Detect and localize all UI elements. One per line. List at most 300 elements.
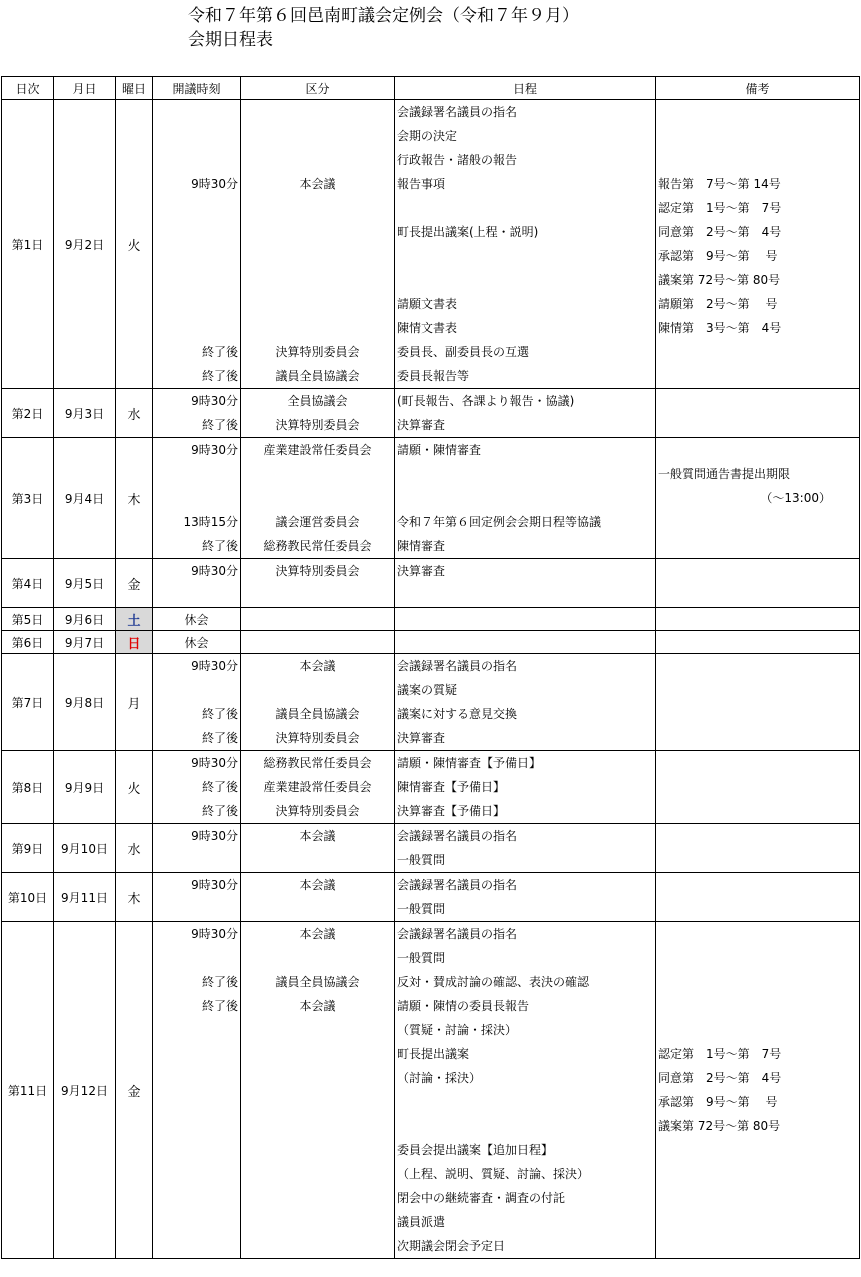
agenda-cell-lines [395, 824, 655, 872]
agenda-cell [395, 654, 656, 751]
category-line: 本会議 [299, 999, 336, 1013]
agenda-line: 決算審査 [397, 418, 446, 432]
remarks-line [656, 848, 859, 872]
agenda-line: 請願・陳情審査 [397, 443, 482, 457]
category-line [241, 148, 394, 172]
agenda-cell-lines [395, 389, 655, 437]
start-time-cell-lines [153, 559, 240, 607]
category-line: 本会議 [299, 829, 336, 843]
agenda-line: 議員派遣 [397, 1215, 446, 1229]
category-line: 決算特別委員会 [275, 418, 360, 432]
agenda-line: 陳情審査 [397, 539, 446, 553]
remarks-line [656, 654, 859, 678]
category-line [241, 486, 394, 510]
agenda-line: 閉会中の継続審査・調査の付託 [397, 1191, 566, 1205]
date-cell: 9月12日 [54, 922, 116, 1259]
remarks-line [656, 897, 859, 921]
remarks-line [656, 702, 859, 726]
category-line [241, 462, 394, 486]
category-line [241, 1210, 394, 1234]
agenda-cell [395, 438, 656, 559]
agenda-line [395, 1090, 655, 1114]
category-line [241, 124, 394, 148]
remarks-line: 議案第 72号～第 80号 [658, 1119, 781, 1133]
agenda-line: 会議録署名議員の指名 [397, 878, 518, 892]
category-cell [241, 751, 395, 824]
category-line: 決算特別委員会 [275, 345, 360, 359]
weekday-cell: 木 [116, 438, 153, 559]
date-cell: 9月5日 [54, 559, 116, 608]
category-line [241, 268, 394, 292]
start-time-line [153, 196, 240, 220]
agenda-line: 一般質問 [397, 902, 446, 916]
remarks-cell-lines [656, 100, 859, 388]
remarks-line [656, 678, 859, 702]
agenda-line [395, 196, 655, 220]
date-cell: 9月8日 [54, 654, 116, 751]
category-cell [241, 873, 395, 922]
category-line [241, 848, 394, 872]
start-time-line [153, 946, 240, 970]
agenda-cell [395, 922, 656, 1259]
remarks-line [656, 413, 859, 437]
schedule-row [2, 559, 860, 608]
schedule-row [2, 100, 860, 389]
remarks-line [656, 799, 859, 823]
agenda-cell-lines [395, 922, 655, 1258]
agenda-line: 議案の質疑 [397, 683, 458, 697]
remarks-line: 請願第 2号～第 号 [658, 297, 778, 311]
category-line [241, 1018, 394, 1042]
agenda-line: 会期の決定 [397, 129, 458, 143]
agenda-line: （上程、説明、質疑、討論、採決） [397, 1167, 590, 1181]
remarks-cell-lines [656, 654, 859, 750]
agenda-cell [395, 873, 656, 922]
agenda-line: 委員長報告等 [397, 369, 470, 383]
agenda-cell-lines [395, 100, 655, 388]
category-cell-lines [241, 751, 394, 823]
remarks-line [656, 1234, 859, 1258]
category-line: 議員全員協議会 [275, 975, 360, 989]
start-time-line [153, 316, 240, 340]
category-line [241, 946, 394, 970]
agenda-cell [395, 631, 656, 654]
remarks-line: 認定第 1号～第 7号 [658, 201, 782, 215]
start-time-cell-lines [153, 100, 240, 388]
remarks-line [656, 1186, 859, 1210]
agenda-line: 会議録署名議員の指名 [397, 829, 518, 843]
agenda-line: （質疑・討論・採決） [397, 1023, 518, 1037]
start-time-line [153, 1090, 240, 1114]
start-time-line: 終了後 [201, 804, 238, 818]
start-time-line: 終了後 [201, 731, 238, 745]
agenda-line [395, 583, 655, 607]
schedule-body [2, 100, 860, 1259]
start-time-line: 終了後 [201, 345, 238, 359]
category-line: 決算特別委員会 [275, 804, 360, 818]
start-time-line [153, 1210, 240, 1234]
start-time-line [153, 220, 240, 244]
day-cell: 第5日 [2, 608, 54, 631]
start-time-line [153, 1066, 240, 1090]
weekday-cell: 金 [116, 559, 153, 608]
remarks-line: 承認第 9号～第 号 [658, 249, 778, 263]
agenda-line: 会議録署名議員の指名 [397, 659, 518, 673]
remarks-cell-lines [656, 873, 859, 921]
remarks-line [656, 751, 859, 775]
start-time-line: 9時30分 [191, 394, 238, 408]
agenda-cell [395, 608, 656, 631]
category-line: 本会議 [299, 659, 336, 673]
agenda-cell [395, 751, 656, 824]
remarks-line: 同意第 2号～第 4号 [658, 1071, 782, 1085]
category-line: 全員協議会 [287, 394, 348, 408]
start-time-cell [153, 559, 241, 608]
start-time-line: 終了後 [201, 975, 238, 989]
agenda-line: 反対・賛成討論の確認、表決の確認 [397, 975, 590, 989]
agenda-line: 会議録署名議員の指名 [397, 105, 518, 119]
schedule-row [2, 389, 860, 438]
remarks-line [656, 1018, 859, 1042]
agenda-line [395, 486, 655, 510]
agenda-line: 決算審査 [397, 564, 446, 578]
start-time-line [153, 462, 240, 486]
agenda-line: 陳情審査【予備日】 [397, 780, 506, 794]
category-cell [241, 438, 395, 559]
remarks-line: 承認第 9号～第 号 [658, 1095, 778, 1109]
day-cell: 第10日 [2, 873, 54, 922]
recess-cell: 休会 [153, 631, 241, 654]
category-line [241, 244, 394, 268]
remarks-cell-lines [656, 824, 859, 872]
agenda-line: 一般質問 [397, 951, 446, 965]
start-time-line [153, 1234, 240, 1258]
remarks-line [656, 1162, 859, 1186]
start-time-line [153, 148, 240, 172]
remarks-cell [656, 751, 860, 824]
weekday-cell: 火 [116, 751, 153, 824]
agenda-cell [395, 824, 656, 873]
category-cell [241, 654, 395, 751]
category-line: 議員全員協議会 [275, 369, 360, 383]
recess-cell: 休会 [153, 608, 241, 631]
schedule-row [2, 631, 860, 654]
remarks-cell [656, 654, 860, 751]
day-cell: 第2日 [2, 389, 54, 438]
category-line [241, 316, 394, 340]
date-cell: 9月9日 [54, 751, 116, 824]
remarks-line [656, 364, 859, 388]
date-cell: 9月3日 [54, 389, 116, 438]
date-cell: 9月2日 [54, 100, 116, 389]
start-time-line [153, 124, 240, 148]
category-line [241, 1162, 394, 1186]
agenda-cell-lines [395, 559, 655, 607]
schedule-row [2, 751, 860, 824]
category-line [241, 292, 394, 316]
remarks-cell-lines [656, 559, 859, 607]
agenda-line: 請願文書表 [397, 297, 458, 311]
weekday-cell: 土 [116, 608, 153, 631]
category-line: 産業建設常任委員会 [263, 443, 372, 457]
agenda-cell-lines [395, 654, 655, 750]
category-line [241, 100, 394, 124]
remarks-cell-lines [656, 389, 859, 437]
remarks-cell [656, 873, 860, 922]
remarks-line [656, 824, 859, 848]
remarks-line [656, 1138, 859, 1162]
remarks-line [656, 583, 859, 607]
start-time-line: 終了後 [201, 418, 238, 432]
agenda-cell [395, 100, 656, 389]
category-cell-lines [241, 438, 394, 558]
start-time-line: 終了後 [201, 780, 238, 794]
remarks-cell-lines [656, 751, 859, 823]
remarks-line: 同意第 2号～第 4号 [658, 225, 782, 239]
start-time-line: 9時30分 [191, 756, 238, 770]
remarks-line [656, 922, 859, 946]
weekday-cell: 木 [116, 873, 153, 922]
start-time-line [153, 100, 240, 124]
remarks-line [656, 510, 859, 534]
start-time-line: 終了後 [201, 999, 238, 1013]
remarks-line [656, 726, 859, 750]
category-cell [241, 608, 395, 631]
start-time-line [153, 486, 240, 510]
date-cell: 9月7日 [54, 631, 116, 654]
date-cell: 9月6日 [54, 608, 116, 631]
remarks-line [656, 873, 859, 897]
header-date: 月日 [54, 77, 116, 100]
start-time-line [153, 1018, 240, 1042]
remarks-line [656, 340, 859, 364]
start-time-line: 終了後 [201, 707, 238, 721]
remarks-line [656, 438, 859, 462]
agenda-line: 陳情文書表 [397, 321, 458, 335]
agenda-line: 令和７年第６回定例会会期日程等協議 [397, 515, 602, 529]
weekday-cell: 月 [116, 654, 153, 751]
category-line: 決算特別委員会 [275, 564, 360, 578]
category-line [241, 897, 394, 921]
category-cell-lines [241, 654, 394, 750]
remarks-line: 陳情第 3号～第 4号 [658, 321, 782, 335]
category-cell-lines [241, 922, 394, 1258]
agenda-cell [395, 389, 656, 438]
start-time-line: 終了後 [201, 369, 238, 383]
remarks-line: （～13:00） [760, 491, 831, 505]
agenda-line: 次期議会閉会予定日 [397, 1239, 506, 1253]
remarks-cell-lines [656, 438, 859, 558]
start-time-line [153, 1186, 240, 1210]
remarks-cell [656, 631, 860, 654]
start-time-cell-lines [153, 824, 240, 872]
title-line-2: 会期日程表 [188, 30, 273, 50]
agenda-line: 会議録署名議員の指名 [397, 927, 518, 941]
category-cell-lines [241, 100, 394, 388]
agenda-line [395, 244, 655, 268]
start-time-line: 9時30分 [191, 443, 238, 457]
remarks-cell [656, 559, 860, 608]
agenda-line: 請願・陳情審査【予備日】 [397, 756, 542, 770]
agenda-cell-lines [395, 438, 655, 558]
schedule-table [1, 76, 860, 1259]
title-line-1: 令和７年第６回邑南町議会定例会（令和７年９月） [188, 6, 579, 26]
date-cell: 9月10日 [54, 824, 116, 873]
category-line: 決算特別委員会 [275, 731, 360, 745]
start-time-line [153, 244, 240, 268]
category-cell-lines [241, 389, 394, 437]
remarks-line [656, 559, 859, 583]
remarks-line [656, 148, 859, 172]
day-cell: 第11日 [2, 922, 54, 1259]
category-line: 総務教民常任委員会 [263, 756, 372, 770]
remarks-line [656, 970, 859, 994]
start-time-line: 9時30分 [191, 659, 238, 673]
header-row [2, 77, 860, 100]
weekday-cell: 火 [116, 100, 153, 389]
schedule-row [2, 824, 860, 873]
start-time-line [153, 1042, 240, 1066]
weekday-cell: 水 [116, 389, 153, 438]
start-time-line [153, 848, 240, 872]
agenda-cell-lines [395, 873, 655, 921]
start-time-line [153, 292, 240, 316]
start-time-cell-lines [153, 389, 240, 437]
start-time-line [153, 1114, 240, 1138]
remarks-line [656, 124, 859, 148]
start-time-cell [153, 654, 241, 751]
start-time-line [153, 268, 240, 292]
start-time-cell [153, 438, 241, 559]
category-cell [241, 631, 395, 654]
start-time-line: 終了後 [201, 539, 238, 553]
category-cell [241, 389, 395, 438]
category-line: 総務教民常任委員会 [263, 539, 372, 553]
agenda-line: 町長提出議案(上程・説明) [397, 225, 539, 239]
day-cell: 第4日 [2, 559, 54, 608]
category-line [241, 1114, 394, 1138]
category-line [241, 1090, 394, 1114]
remarks-cell [656, 608, 860, 631]
start-time-line [153, 678, 240, 702]
start-time-line: 13時15分 [183, 515, 238, 529]
agenda-line: 請願・陳情の委員長報告 [397, 999, 530, 1013]
start-time-cell [153, 824, 241, 873]
start-time-line [153, 583, 240, 607]
agenda-line: 報告事項 [397, 177, 446, 191]
category-line [241, 1066, 394, 1090]
start-time-cell-lines [153, 873, 240, 921]
start-time-line [153, 1162, 240, 1186]
remarks-line [656, 994, 859, 1018]
agenda-line: 議案に対する意見交換 [397, 707, 518, 721]
start-time-line [153, 1138, 240, 1162]
schedule-row [2, 654, 860, 751]
date-cell: 9月11日 [54, 873, 116, 922]
category-line [241, 1186, 394, 1210]
header-start-time: 開議時刻 [153, 77, 241, 100]
document-title [188, 4, 579, 52]
start-time-cell [153, 100, 241, 389]
start-time-cell [153, 922, 241, 1259]
start-time-cell [153, 751, 241, 824]
category-cell-lines [241, 873, 394, 921]
category-line [241, 220, 394, 244]
start-time-cell-lines [153, 438, 240, 558]
remarks-line: 認定第 1号～第 7号 [658, 1047, 782, 1061]
agenda-line [395, 268, 655, 292]
agenda-cell-lines [395, 751, 655, 823]
agenda-line [395, 1114, 655, 1138]
agenda-line: 一般質問 [397, 853, 446, 867]
remarks-line [656, 389, 859, 413]
weekday-cell: 水 [116, 824, 153, 873]
remarks-line [656, 100, 859, 124]
start-time-cell-lines [153, 751, 240, 823]
agenda-line: 町長提出議案 [397, 1047, 470, 1061]
category-cell [241, 922, 395, 1259]
start-time-line [153, 897, 240, 921]
agenda-line: 行政報告・諸般の報告 [397, 153, 518, 167]
header-category: 区分 [241, 77, 395, 100]
agenda-line: （討論・採決） [397, 1071, 482, 1085]
category-cell [241, 559, 395, 608]
header-agenda: 日程 [395, 77, 656, 100]
day-cell: 第7日 [2, 654, 54, 751]
category-line [241, 196, 394, 220]
remarks-cell [656, 824, 860, 873]
start-time-line: 9時30分 [191, 177, 238, 191]
remarks-cell [656, 438, 860, 559]
category-line [241, 1138, 394, 1162]
day-cell: 第6日 [2, 631, 54, 654]
category-line: 本会議 [299, 927, 336, 941]
category-line: 議員全員協議会 [275, 707, 360, 721]
day-cell: 第3日 [2, 438, 54, 559]
category-line [241, 678, 394, 702]
remarks-line: 一般質問通告書提出期限 [658, 467, 791, 481]
category-line: 本会議 [299, 878, 336, 892]
schedule-row [2, 922, 860, 1259]
remarks-cell [656, 100, 860, 389]
remarks-line [656, 534, 859, 558]
start-time-line: 9時30分 [191, 927, 238, 941]
start-time-line: 9時30分 [191, 829, 238, 843]
agenda-line [395, 462, 655, 486]
start-time-cell [153, 873, 241, 922]
header-day: 日次 [2, 77, 54, 100]
agenda-line: 決算審査【予備日】 [397, 804, 506, 818]
weekday-cell: 日 [116, 631, 153, 654]
remarks-cell-lines [656, 922, 859, 1258]
remarks-line: 議案第 72号～第 80号 [658, 273, 781, 287]
category-cell-lines [241, 559, 394, 607]
category-cell [241, 824, 395, 873]
category-cell [241, 100, 395, 389]
agenda-line: (町長報告、各課より報告・協議) [397, 394, 575, 408]
day-cell: 第1日 [2, 100, 54, 389]
remarks-line: 報告第 7号～第 14号 [658, 177, 781, 191]
start-time-line: 9時30分 [191, 878, 238, 892]
agenda-line: 委員長、副委員長の互選 [397, 345, 530, 359]
agenda-cell [395, 559, 656, 608]
day-cell: 第8日 [2, 751, 54, 824]
category-line: 議会運営委員会 [275, 515, 360, 529]
weekday-cell: 金 [116, 922, 153, 1259]
schedule-row [2, 438, 860, 559]
remarks-cell [656, 389, 860, 438]
category-cell-lines [241, 824, 394, 872]
